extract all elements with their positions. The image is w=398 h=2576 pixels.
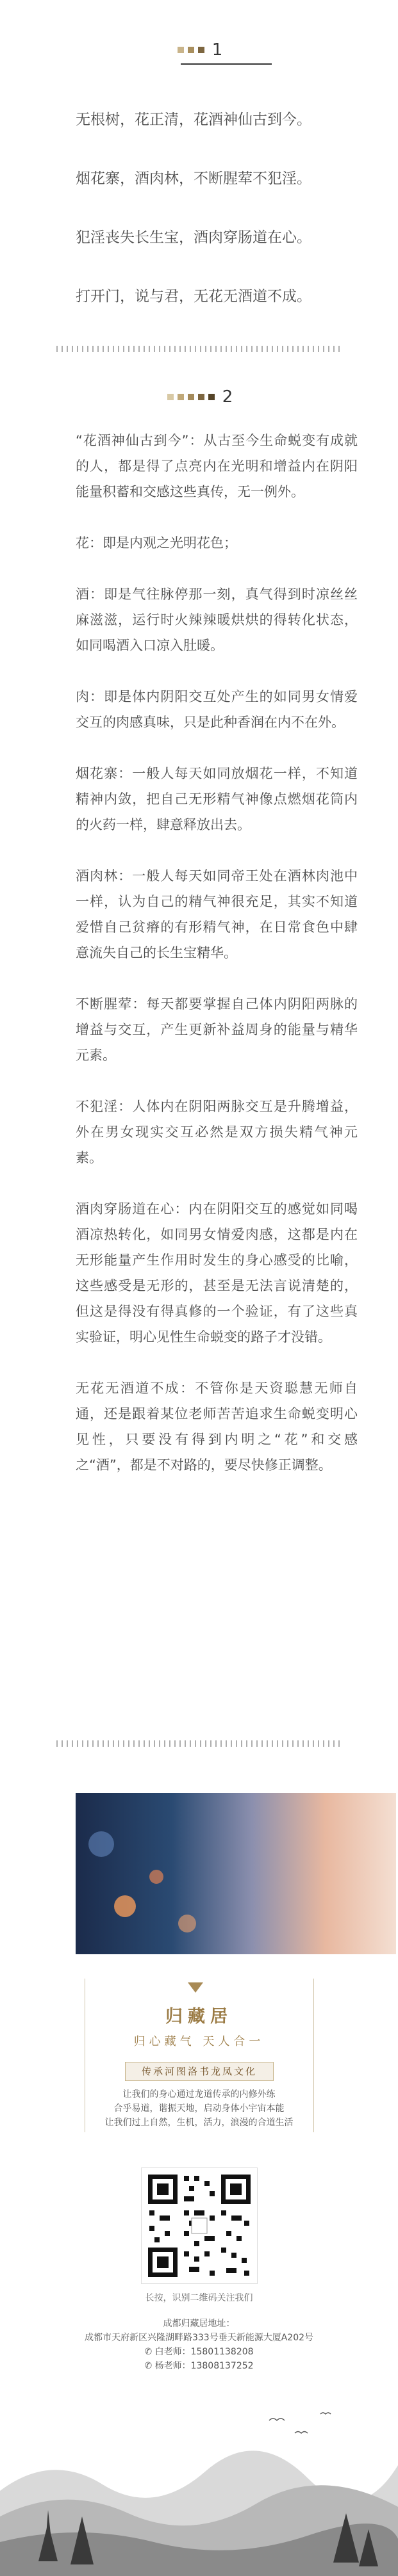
qr-caption: 长按，识别二维码关注我们 [145,2293,253,2303]
square-marker [208,394,215,400]
qr-code-icon [142,2168,257,2283]
paragraph: 烟花寨：一般人每天如同放烟花一样，不知道精神内敛，把自己无形精气神像点燃烟花筒内的火药一样，肆意释放出去。 [76,766,358,832]
poem [76,108,358,343]
bokeh-photo [76,1793,396,1954]
brand-banner: 传承河图洛书龙凤文化 [125,2062,274,2081]
contact-phone[interactable]: ✆ 杨老师：13808137252 [144,2361,254,2371]
section-number: 1 [211,40,223,60]
brand-line: 让我们的身心通过龙道传承的内修外练 [122,2089,276,2100]
paragraph: 肉：即是体内阴阳交互处产生的如同男女情爱交互的肉感真味，只是此种香润在内不在外。 [76,689,358,730]
poem-line: 犯淫丧失长生宝，酒肉穿肠道在心。 [76,229,311,246]
poem-line: 打开门，说与君，无花无酒道不成。 [76,288,311,305]
paragraph: “花酒神仙古到今”：从古至今生命蜕变有成就的人，都是得了点亮内在光明和增益内在阴阳能量积蓄和交感这些真传，无一例外。 [76,433,358,499]
brand-slogan: 归心藏气 天人合一 [133,2035,265,2048]
square-marker [198,394,204,400]
bokeh-light [88,1831,114,1857]
section-1-header [0,40,398,60]
triangle-icon [188,1982,203,1993]
brand-line: 合乎易道，谐振天地，启动身体小宇宙本能 [113,2103,285,2114]
bokeh-light [114,1895,136,1917]
address-block [0,2317,398,2373]
square-marker [167,394,174,400]
dotted-divider [56,1740,342,1747]
poem-line: 烟花寨，酒肉林，不断腥荤不犯淫。 [76,170,311,187]
paragraph: 不犯淫：人体内在阴阳两脉交互是升腾增益，外在男女现实交互必然是双方损失精气神元素。 [76,1099,358,1165]
section-number: 2 [222,387,233,407]
brand-lines [0,2087,398,2130]
brand-line: 让我们过上自然，生机，活力，浪漫的合道生活 [104,2118,294,2128]
square-marker [178,394,184,400]
square-marker [188,394,194,400]
body-text [76,428,358,1503]
paragraph: 酒肉林：一般人每天如同帝王处在酒林肉池中一样，认为自己的精气神很充足，其实不知道爱惜自己贫瘠的有形精气神，在日常食色中肆意流失自己的长生宝精华。 [76,868,358,960]
square-marker [198,47,204,53]
birds [269,2413,331,2433]
bokeh-light [178,1915,196,1932]
section-2-header [0,387,398,407]
paragraph: 花：即是内观之光明花色； [76,535,237,551]
paragraph: 不断腥荤：每天都要掌握自己体内阴阳两脉的增益与交互，产生更新补益周身的能量与精华元素。 [76,996,358,1063]
paragraph: 无花无酒道不成：不管你是天资聪慧无师自通，还是跟着某位老师苦苦追求生命蜕变明心见性，只要没有得到内明之“花”和交感之“酒”，都是不对路的，要尽快修正调整。 [76,1381,358,1473]
poem-line: 无根树，花正清，花酒神仙古到今。 [76,111,311,128]
address-label: 成都归藏居地址： [163,2319,235,2329]
section-underline [181,63,272,65]
square-marker [178,47,184,53]
ink-landscape-illustration [0,2395,398,2576]
contact-phone[interactable]: ✆ 白老师：15801138208 [144,2347,254,2357]
dotted-divider [56,346,342,352]
qr-code[interactable] [141,2167,258,2284]
brand-name: 归藏居 [165,2007,233,2027]
square-marker [188,47,194,53]
paragraph: 酒肉穿肠道在心：内在阴阳交互的感觉如同喝酒凉热转化，如同男女情爱肉感，这都是内在无形能量产生作用时发生的身心感受的比喻，这些感受是无形的，甚至是无法言说清楚的，但这是得没有得真修的一个验证，有了这些真实验证，明心见性生命蜕变的路子才没错。 [76,1201,358,1345]
bokeh-light [149,1870,163,1884]
address-text: 成都市天府新区兴隆湖畔路333号垂天新能源大厦A202号 [84,2333,314,2343]
paragraph: 酒：即是气往脉停那一刻，真气得到时凉丝丝麻滋滋，运行时火辣辣暖烘烘的得转化状态，如同喝酒入口凉入肚暖。 [76,587,358,653]
